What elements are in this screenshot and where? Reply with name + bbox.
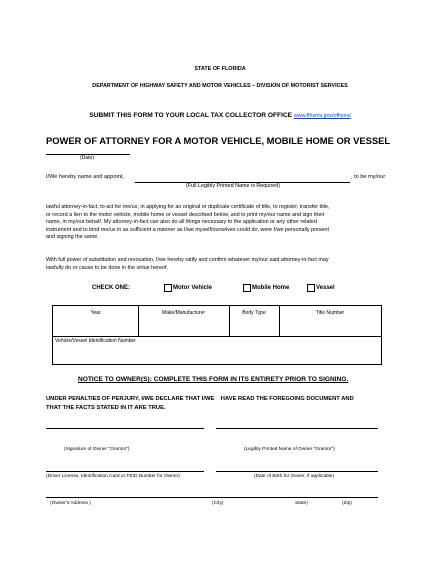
paragraph-line: or record a lien to the motor vehicle, mobile home or vessel described below, and to print my/our name and sign their — [46, 211, 325, 218]
perjury-declaration — [46, 395, 354, 412]
department-heading: DEPARTMENT OF HIGHWAY SAFETY AND MOTOR VEHICLES – DIVISION OF MOTORIST SERVICES — [92, 83, 348, 89]
paragraph-line: lawfully do or cause to be done in the virtue hereof. — [46, 264, 168, 271]
date-caption: (Date) — [80, 155, 94, 161]
submit-instruction — [0, 112, 440, 119]
appoint-suffix: , to be my/our — [351, 174, 386, 180]
signature-caption: (Signature of Owner "Grantor") — [64, 447, 130, 452]
offices-link[interactable]: www.flhsmv.gov/offices/ — [293, 113, 351, 119]
title-number-header: Title Number — [315, 310, 345, 316]
paragraph-line: and signing the same. — [46, 234, 99, 241]
vehicle-info-table — [52, 305, 382, 365]
motor-vehicle-checkbox[interactable] — [164, 284, 172, 292]
vessel-label: Vessel — [316, 285, 335, 291]
paragraph-line: name, in my/our behalf. My attorney-in-fact can also do all things necessary to the application or any other related — [46, 219, 317, 226]
paragraph-line: instrument and to bind me/us in as sufficient a manner as I/we myself/ourselves could do, were I/we personally present — [46, 226, 330, 233]
printed-name-line[interactable] — [216, 428, 378, 429]
motor-vehicle-label: Motor Vehicle — [173, 285, 213, 291]
make-header: Make/Manufacturer — [161, 310, 206, 316]
mobile-home-checkbox[interactable] — [243, 284, 251, 292]
city-caption: (City) — [212, 501, 224, 506]
body-type-header: Body Type — [242, 310, 266, 316]
state-heading: STATE OF FLORIDA — [194, 66, 246, 72]
printed-name-caption: (Legibly Printed Name of Owner "Grantor") — [244, 447, 335, 452]
address-caption: (Owner’s Address ) — [50, 501, 91, 506]
appoint-prefix: I/We hereby name and appoint, — [46, 174, 124, 180]
address-line[interactable] — [46, 497, 378, 498]
zip-caption: (Zip) — [342, 501, 352, 506]
owner-signature-line[interactable] — [46, 428, 204, 429]
declaration-line: THAT THE FACTS STATED IN IT ARE TRUE. — [46, 404, 166, 411]
appoint-caption: (Full Legibly Printed Name is Required) — [186, 183, 281, 189]
page-title: POWER OF ATTORNEY FOR A MOTOR VEHICLE, MOBILE HOME OR VESSEL — [46, 135, 391, 146]
state-caption: State) — [295, 501, 308, 506]
paragraph-line: With full power of substitution and revocation, I/we hereby ratify and confirm whatever my/our said attorney-in-fact may — [46, 257, 329, 263]
vessel-checkbox[interactable] — [307, 284, 315, 292]
owner-notice: NOTICE TO OWNER(S): COMPLETE THIS FORM IN ITS ENTIRETY PRIOR TO SIGNING. — [78, 376, 349, 383]
check-one-label: CHECK ONE: — [92, 285, 131, 291]
declaration-line: UNDER PENALTIES OF PERJURY, I/WE DECLARE THAT I/WE HAVE READ THE FOREGOING DOCUMENT AND — [46, 396, 354, 402]
license-caption: (Driver License, Identification Card or FEID Number for Owner) — [46, 474, 180, 479]
authority-paragraph — [46, 204, 396, 242]
vin-label: Vehicle/Vessel Identification Number — [55, 338, 136, 344]
submit-text: SUBMIT THIS FORM TO YOUR LOCAL TAX COLLECTOR OFFICE — [89, 112, 293, 119]
year-header: Year — [90, 310, 101, 316]
dob-caption: (Date of Birth for Owner, if applicable) — [254, 474, 334, 479]
paragraph-line: lawful attorney-in-fact, to act for me/us, in applying for an original or duplicate certificate of title, to register, transfer title, — [46, 204, 330, 210]
dob-line[interactable] — [216, 471, 378, 472]
ratify-paragraph — [46, 257, 396, 272]
mobile-home-label: Mobile Home — [252, 285, 290, 291]
license-line[interactable] — [46, 471, 204, 472]
row-divider — [53, 336, 381, 337]
